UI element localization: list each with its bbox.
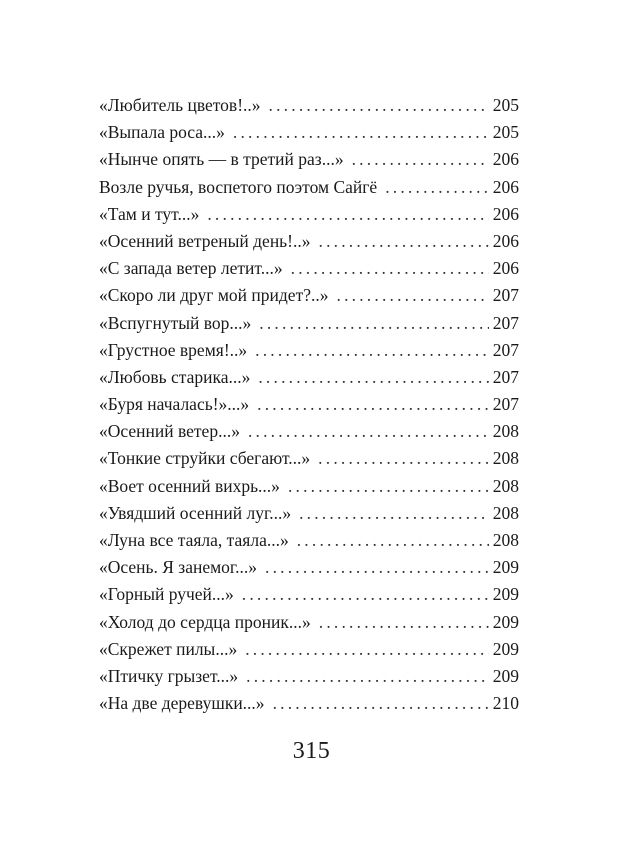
toc-entry-title: «Осень. Я занемог...» [99, 557, 257, 578]
toc-leader-dots [310, 445, 489, 472]
toc-entry-title: «Холод до сердца проник...» [99, 611, 311, 632]
toc-leader-dots [250, 364, 489, 391]
toc-entry-title: «Скоро ли друг мой придет?..» [99, 285, 329, 306]
toc-entry-title: «Луна все таяла, таяла...» [99, 530, 289, 550]
toc-entry [99, 174, 519, 201]
toc-entry [99, 201, 519, 228]
toc-leader-dots [240, 418, 489, 445]
toc-entry [99, 228, 519, 255]
toc-entry-title: «Скрежет пилы...» [99, 638, 238, 659]
toc-entry-title: «Любитель цветов!..» [99, 95, 261, 115]
toc-entry-page: 208 [492, 448, 519, 469]
toc-entry [99, 282, 519, 309]
toc-entry-title: «Грустное время!..» [99, 339, 248, 360]
toc-entry [99, 581, 519, 608]
toc-entry-page: 206 [492, 176, 519, 197]
toc-entry-page: 209 [492, 665, 519, 686]
toc-leader-dots [225, 119, 489, 146]
toc-leader-dots [234, 581, 489, 608]
toc-entry-title: «Осенний ветер...» [99, 421, 240, 442]
toc-leader-dots [311, 228, 490, 255]
toc-entry-page: 209 [492, 611, 519, 632]
toc-entry-title: Возле ручья, воспетого поэтом Сайгё [99, 176, 378, 197]
toc-entry-page: 206 [492, 230, 519, 251]
toc-entry [99, 500, 519, 527]
toc-leader-dots [251, 310, 489, 337]
toc-leader-dots [283, 255, 489, 282]
toc-entry-title: «Воет осенний вихрь...» [99, 475, 280, 496]
toc-leader-dots [289, 527, 489, 554]
toc-entry [99, 418, 519, 445]
toc-entry [99, 119, 519, 146]
toc-entry-page: 207 [492, 366, 519, 387]
toc-entry [99, 146, 519, 173]
toc-entry-page: 206 [492, 203, 519, 224]
toc-leader-dots [238, 663, 489, 690]
toc-entry-page: 207 [492, 312, 519, 333]
toc-entry-title: «Выпала роса...» [99, 122, 225, 143]
toc-leader-dots [237, 636, 489, 663]
toc-entry-title: «Тонкие струйки сбегают...» [99, 448, 311, 469]
toc-leader-dots [311, 609, 489, 636]
page-number: 315 [292, 738, 331, 764]
toc-entry-title: «Осенний ветреный день!..» [99, 230, 311, 251]
toc-entry [99, 554, 519, 581]
toc-entry-page: 208 [492, 530, 519, 550]
toc-entry [99, 255, 519, 282]
toc-entry-title: «Увядший осенний луг...» [99, 502, 292, 523]
toc-entry-title: «Любовь старика...» [99, 366, 251, 387]
toc-entry-title: «Буря началась!»...» [99, 394, 250, 415]
toc-leader-dots [199, 201, 489, 228]
toc-entry-title: «Вспугнутый вор...» [99, 312, 252, 333]
toc-entry-page: 210 [492, 693, 519, 714]
toc-entry [99, 636, 519, 663]
toc-entry [99, 337, 519, 364]
toc-entry-title: «С запада ветер летит...» [99, 258, 283, 279]
toc-leader-dots [257, 554, 489, 581]
toc-entry-title: «Там и тут...» [99, 203, 200, 224]
toc-leader-dots [280, 473, 489, 500]
toc-entry-page: 205 [492, 122, 519, 143]
toc-entry-page: 207 [492, 339, 519, 360]
toc-entry-page: 208 [492, 502, 519, 523]
table-of-contents [99, 92, 519, 717]
toc-entry-page: 208 [492, 475, 519, 496]
toc-leader-dots [291, 500, 489, 527]
toc-entry-page: 209 [492, 557, 519, 578]
toc-leader-dots [249, 391, 489, 418]
toc-entry-page: 206 [492, 149, 519, 170]
toc-entry-title: «На две деревушки...» [99, 693, 265, 714]
toc-leader-dots [261, 92, 489, 119]
toc-entry-title: «Нынче опять — в третий раз...» [99, 149, 344, 170]
toc-entry [99, 92, 519, 119]
toc-entry-page: 209 [492, 638, 519, 659]
toc-entry [99, 609, 519, 636]
toc-leader-dots [265, 690, 489, 717]
toc-entry-page: 206 [492, 258, 519, 279]
toc-leader-dots [344, 146, 489, 173]
toc-entry-page: 207 [492, 285, 519, 306]
toc-entry [99, 364, 519, 391]
toc-entry [99, 391, 519, 418]
toc-entry-page: 205 [492, 95, 519, 115]
toc-entry-page: 207 [492, 394, 519, 415]
toc-entry [99, 527, 519, 554]
toc-leader-dots [247, 337, 489, 364]
toc-entry [99, 663, 519, 690]
toc-leader-dots [329, 282, 490, 309]
toc-entry [99, 445, 519, 472]
toc-entry-page: 209 [492, 584, 519, 605]
toc-leader-dots [377, 174, 489, 201]
toc-entry [99, 690, 519, 717]
toc-entry-title: «Горный ручей...» [99, 584, 234, 605]
toc-entry-page: 208 [492, 421, 519, 442]
toc-entry-title: «Птичку грызет...» [99, 665, 239, 686]
toc-entry [99, 310, 519, 337]
toc-entry [99, 473, 519, 500]
